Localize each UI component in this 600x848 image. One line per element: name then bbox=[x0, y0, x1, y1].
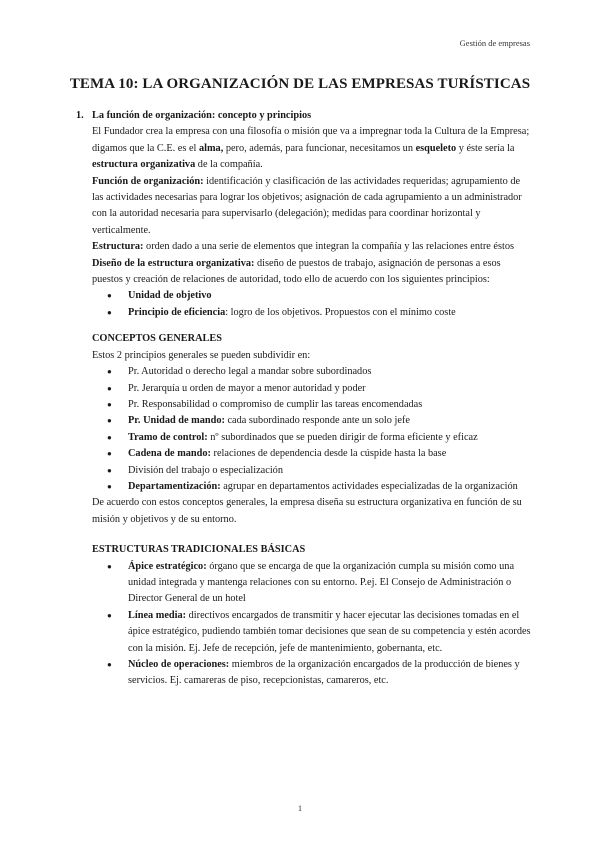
list-item bbox=[92, 413, 532, 429]
item-text: directivos encargados de transmitir y hacer ejecutar las decisiones tomadas en el ápice estratégico, pudiendo también tomar decisiones que sean de su competencia y estén acordes con la misión. Ej. Jefe de recepción, jefe de mantenimiento, gobernanta, etc. bbox=[128, 609, 531, 654]
list-item bbox=[92, 463, 532, 479]
principios-list bbox=[92, 288, 532, 321]
item-text: nº subordinados que se pueden dirigir de forma eficiente y eficaz bbox=[207, 431, 478, 443]
list-item bbox=[92, 305, 532, 321]
item-text: División del trabajo o especialización bbox=[128, 464, 283, 476]
paragraph-funcion-organizacion bbox=[92, 174, 532, 240]
term-label: Función de organización: bbox=[92, 175, 204, 187]
paragraph-cultura bbox=[92, 124, 532, 173]
conceptos-intro: Estos 2 principios generales se pueden subdividir en: bbox=[92, 349, 311, 361]
item-bold: Cadena de mando: bbox=[128, 448, 211, 460]
item-bold: Línea media: bbox=[128, 609, 187, 621]
running-header: Gestión de empresas bbox=[459, 38, 530, 48]
item-text: Pr. Jerarquía u orden de mayor a menor autoridad y poder bbox=[128, 382, 366, 394]
term-definition: diseño de puestos de trabajo, asignación de personas a esos puestos y creación de relaciones de autoridad, todo ello de acuerdo con los siguientes principios: bbox=[92, 257, 501, 286]
bold-run: esqueleto bbox=[415, 142, 457, 154]
text-run: El Fundador crea la empresa con una filosofía o misión que va a impregnar toda la Cultura de la Empresa; digamos que la C.E. es el bbox=[92, 126, 530, 154]
page-title: TEMA 10: LA ORGANIZACIÓN DE LAS EMPRESAS TURÍSTICAS bbox=[69, 76, 531, 92]
item-bold: Principio de eficiencia bbox=[128, 306, 226, 318]
paragraph-diseno bbox=[92, 256, 532, 289]
item-text: relaciones de dependencia desde la cúspide hasta la base bbox=[210, 448, 447, 460]
list-item bbox=[92, 364, 532, 380]
item-bold: Ápice estratégico: bbox=[128, 560, 207, 572]
conceptos-heading: CONCEPTOS GENERALES bbox=[92, 333, 222, 345]
item-text: agrupar en departamentos actividades especializadas de la organización bbox=[220, 480, 518, 492]
conceptos-list bbox=[92, 364, 532, 495]
list-item bbox=[92, 288, 532, 304]
text-run: y éste sería la bbox=[456, 142, 515, 154]
list-item bbox=[92, 446, 532, 462]
section-1-number: 1. bbox=[76, 110, 84, 121]
paragraph-estructura bbox=[92, 239, 532, 255]
item-text: cada subordinado responde ante un solo jefe bbox=[224, 415, 410, 427]
estructuras-list bbox=[92, 559, 532, 690]
list-item bbox=[92, 430, 532, 446]
list-item bbox=[92, 608, 532, 657]
term-label: Estructura: bbox=[92, 241, 144, 253]
item-text: Pr. Autoridad o derecho legal a mandar sobre subordinados bbox=[128, 366, 372, 378]
item-bold: Departamentización: bbox=[128, 480, 221, 492]
list-item bbox=[92, 479, 532, 495]
item-bold: Núcleo de operaciones: bbox=[128, 659, 230, 670]
list-item bbox=[92, 559, 532, 608]
item-text: Pr. Responsabilidad o compromiso de cumplir las tareas encomendadas bbox=[128, 398, 423, 410]
text-run: de la compañía. bbox=[195, 159, 263, 171]
item-text: miembros de la organización encargados de la producción de bienes y servicios. Ej. camareras de piso, recepcionistas, camareros, etc. bbox=[128, 659, 520, 687]
term-definition: orden dado a una serie de elementos que integran la compañía y las relaciones entre éstos bbox=[143, 241, 515, 253]
term-label: Diseño de la estructura organizativa: bbox=[92, 257, 255, 269]
item-bold: Unidad de objetivo bbox=[128, 290, 212, 302]
section-1-title: La función de organización: concepto y principios bbox=[92, 110, 312, 121]
page-number: 1 bbox=[297, 803, 303, 813]
section-1-heading bbox=[76, 108, 532, 124]
bold-run: alma, bbox=[198, 142, 224, 154]
bold-run: estructura organizativa bbox=[92, 159, 196, 171]
estructuras-heading: ESTRUCTURAS TRADICIONALES BÁSICAS bbox=[92, 544, 306, 556]
list-item bbox=[92, 657, 532, 690]
item-text: órgano que se encarga de que la organización cumpla su misión como una unidad integrada y mantenga relaciones con su entorno. P.ej. El Consejo de Administración o Director General de un hotel bbox=[128, 560, 515, 605]
list-item bbox=[92, 381, 532, 397]
conceptos-closing: De acuerdo con estos conceptos generales, la empresa diseña su estructura organizativa en función de su misión y objetivos y de su entorno. bbox=[92, 497, 522, 525]
document-body bbox=[76, 108, 532, 690]
text-run: pero, además, para funcionar, necesitamos un bbox=[223, 142, 416, 154]
term-definition: identificación y clasificación de las actividades requeridas; agrupamiento de las actividades necesarias para lograr los objetivos; asignación de cada agrupamiento a un administrador con la autoridad necesaria para supervisarlo (delegación); medidas para coordinar horizontal y verticalmente. bbox=[92, 175, 522, 236]
item-bold: Tramo de control: bbox=[128, 431, 208, 443]
list-item bbox=[92, 397, 532, 413]
item-bold: Pr. Unidad de mando: bbox=[128, 415, 225, 427]
item-text: : logro de los objetivos. Propuestos con el mínimo coste bbox=[225, 306, 456, 318]
